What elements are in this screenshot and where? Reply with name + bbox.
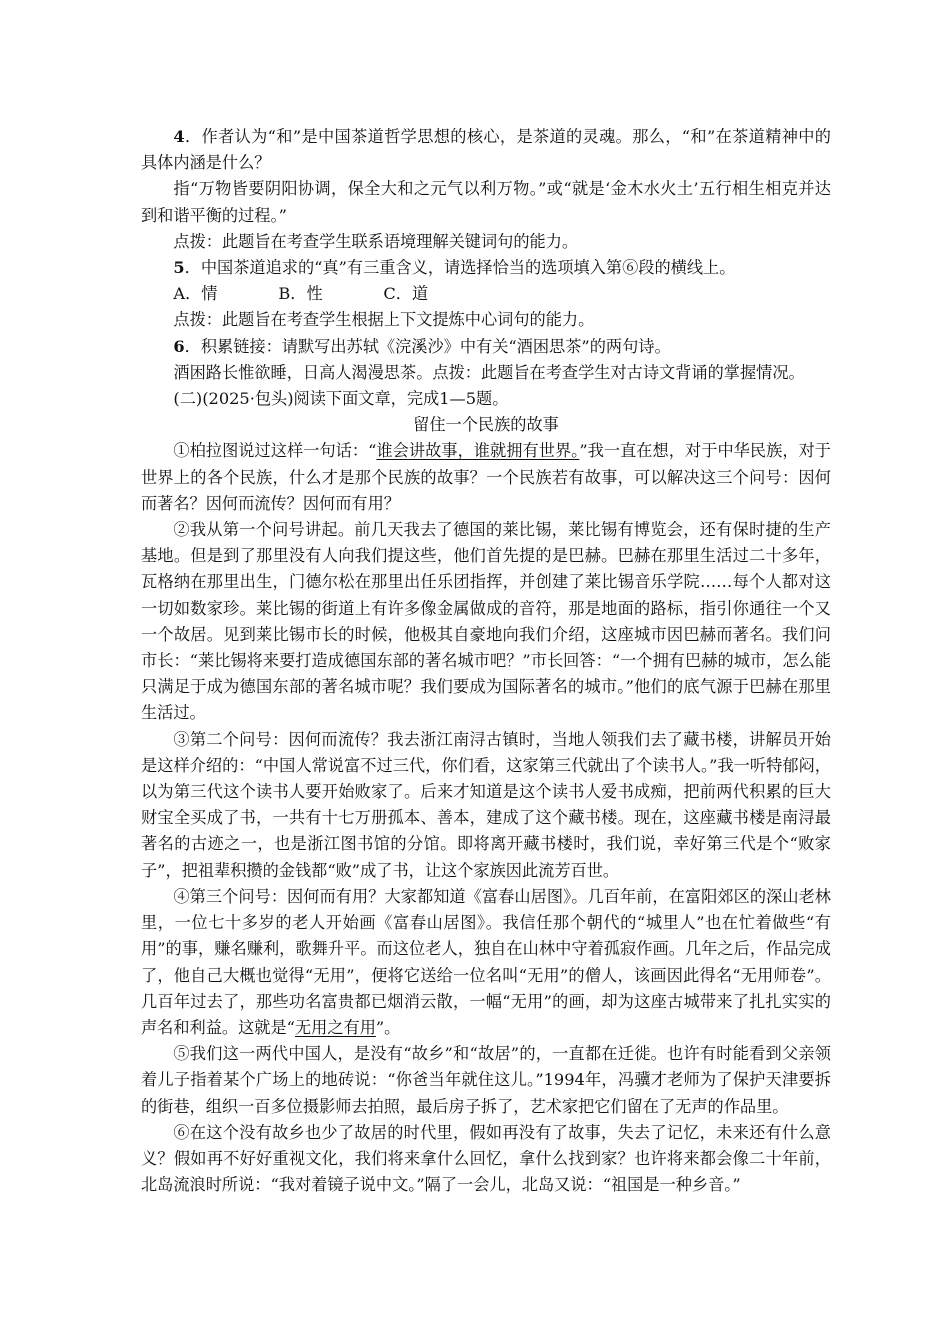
paragraph-6: ⑥在这个没有故乡也少了故居的时代里，假如再没有了故事，失去了记忆，未来还有什么意义？假如再不好好重视文化，我们将来拿什么回忆，拿什么找到家？也许将来都会像二十年前，北岛流浪时所说：“我对着镜子说中文。”隔了一会儿，北岛又说：“祖国是一种乡音。” [141, 1122, 831, 1195]
paragraph-3: ③第二个问号：因何而流传？我去浙江南浔古镇时，当地人领我们去了藏书楼，讲解员开始是这样介绍的：“中国人常说富不过三代，你们看，这家第三代就出了个读书人。”我一听特郁闷，以为第三代这个读书人要开始败家了。后来才知道是这个读书人爱书成痴，把前两代积累的巨大财宝全买成了书，一共有十七万册孤本、善本，建成了这个藏书楼。现在，这座藏书楼是南浔最著名的古迹之一，也是浙江图书馆的分馆。即将离开藏书楼时，我们说，幸好第三代是个“败家子”，把祖辈积攒的金钱都“败”成了书，让这个家族因此流芳百世。 [141, 729, 831, 880]
paragraph-text: ”。 [375, 1017, 401, 1037]
question-text: ．积累链接：请默写出苏轼《浣溪沙》中有关“酒困思茶”的两句诗。 [184, 336, 671, 356]
paragraph-text: ①柏拉图说过这样一句话：“ [173, 441, 377, 461]
question-6 [141, 334, 831, 360]
paragraph-text: ④第三个问号：因何而有用？大家都知道《富春山居图》。几百年前，在富阳郊区的深山老林里，一位七十多岁的老人开始画《富春山居图》。我信任那个朝代的“城里人”也在忙着做些“有用”的事，赚名赚利，歌舞升平。而这位老人，独自在山林中守着孤寂作画。几年之后，作品完成了，他自己大概也觉得“无用”，便将它送给一位名叫“无用”的僧人，该画因此得名“无用师卷”。几百年过去了，那些功名富贵都已烟消云散，一幅“无用”的画，却为这座古城带来了扎扎实实的声名和利益。这就是“ [141, 886, 831, 1037]
paragraph-5: ⑤我们这一两代中国人，是没有“故乡”和“故居”的，一直都在迁徙。也许有时能看到父亲领着儿子指着某个广场上的地砖说：“你爸当年就住这儿。”1994年，冯骥才老师为了保护天津要拆的街巷，组织一百多位摄影师去拍照，最后房子拆了，艺术家把它们留在了无声的作品里。 [141, 1044, 831, 1116]
question-text: ．中国茶道追求的“真”有三重含义，请选择恰当的选项填入第⑥段的横线上。 [184, 258, 736, 278]
question-4 [141, 124, 831, 176]
question-number: 4 [173, 127, 185, 146]
tip-4: 点拨：此题旨在考查学生联系语境理解关键词句的能力。 [173, 231, 579, 251]
question-number: 6 [173, 336, 185, 356]
option-b: B．性 [278, 284, 323, 304]
article-title: 留住一个民族的故事 [413, 415, 559, 435]
question-text: ．作者认为“和”是中国茶道哲学思想的核心，是茶道的灵魂。那么，“和”在茶道精神中的具体内涵是什么？ [141, 127, 831, 173]
paragraph-1 [141, 438, 831, 517]
underlined-quote: 谁会讲故事，谁就拥有世界。 [376, 441, 580, 461]
paragraph-text: ”我一直在想，对于中华民族，对于世界上的各个民族，什么才是那个民族的故事？一个民族若有故事，可以解决这三个问号：因何而著名？因何而流传？因何而有用？ [141, 441, 831, 513]
question-5 [141, 255, 831, 281]
option-c: C．道 [383, 284, 429, 304]
paragraph-4 [141, 884, 831, 1041]
answer-6: 酒困路长惟欲睡，日高人渴漫思茶。点拨：此题旨在考查学生对古诗文背诵的掌握情况。 [173, 362, 805, 382]
option-a: A．情 [173, 284, 218, 304]
document-page [141, 124, 831, 1198]
section-heading: (二)(2025·包头)阅读下面文章，完成1—5题。 [173, 389, 509, 409]
options-5 [141, 281, 831, 307]
answer-4: 指“万物皆要阴阳协调，保全大和之元气以利万物。”或“就是‘金木水火土’五行相生相克并达到和谐平衡的过程。” [141, 179, 831, 225]
underlined-phrase: 无用之有用 [294, 1017, 376, 1037]
tip-5: 点拨：此题旨在考查学生根据上下文提炼中心词句的能力。 [173, 310, 595, 330]
paragraph-2: ②我从第一个问号讲起。前几天我去了德国的莱比锡，莱比锡有博览会，还有保时捷的生产基地。但是到了那里没有人向我们提这些，他们首先提的是巴赫。巴赫在那里生活过二十多年，瓦格纳在那里出生，门德尔松在那里出任乐团指挥，并创建了莱比锡音乐学院……每个人都对这一切如数家珍。莱比锡的街道上有许多像金属做成的音符，那是地面的路标，指引你通往一个又一个故居。见到莱比锡市长的时候，他极其自豪地向我们介绍，这座城市因巴赫而著名。我们问市长：“莱比锡将来要打造成德国东部的著名城市吧？”市长回答：“一个拥有巴赫的城市，怎么能只满足于成为德国东部的著名城市呢？我们要成为国际著名的城市。”他们的底气源于巴赫在那里生活过。 [141, 520, 831, 723]
question-number: 5 [173, 258, 185, 278]
